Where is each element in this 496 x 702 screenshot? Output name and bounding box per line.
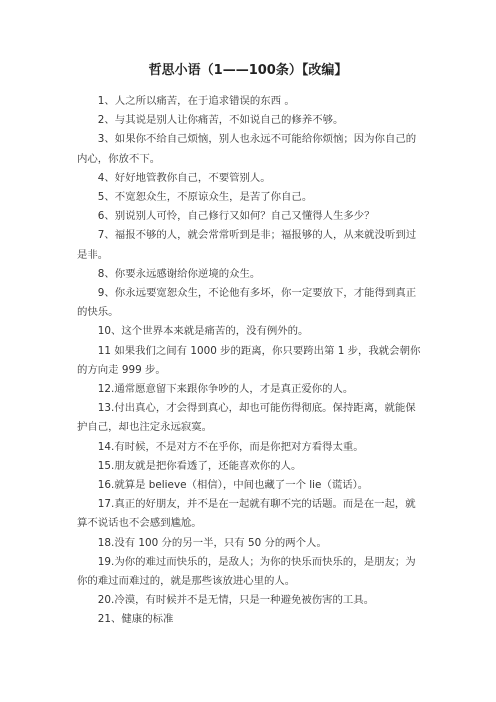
paragraph: 21、健康的标准 bbox=[97, 613, 174, 626]
paragraph: 16.就算是 believe（相信），中间也藏了一个 lie（谎话）。 bbox=[97, 479, 369, 492]
paragraph: 8、你要永远感谢给你逆境的众生。 bbox=[97, 267, 261, 280]
paragraph: 11 如果我们之间有 1000 步的距离，你只要跨出第 1 步，我就会朝你的方向走 999 步。 bbox=[77, 344, 421, 376]
paragraph: 17.真正的好朋友，并不是在一起就有聊不完的话题。而是在一起，就算不说话也不会感到尴尬。 bbox=[77, 498, 416, 530]
paragraph: 19.为你的难过而快乐的，是敌人；为你的快乐而快乐的，是朋友；为你的难过而难过的，就是那些该放进心里的人。 bbox=[77, 555, 416, 588]
paragraph: 2、与其说是别人让你痛苦，不如说自己的修养不够。 bbox=[97, 114, 344, 127]
paragraph: 1、人之所以痛苦，在于追求错误的东西 。 bbox=[97, 95, 295, 107]
paragraph: 6、别说别人可怜，自己修行又如何？自己又懂得人生多少？ bbox=[97, 210, 375, 223]
paragraph: 4、好好地管教你自己，不要管别人。 bbox=[97, 171, 271, 184]
paragraph: 12.通常愿意留下来跟你争吵的人，才是真正爱你的人。 bbox=[97, 383, 354, 396]
document-body bbox=[77, 92, 425, 630]
document-title: 哲思小语（1——100条）【改编】 bbox=[148, 63, 348, 78]
paragraph: 9、你永远要宽恕众生，不论他有多坏，你一定要放下，才能得到真正的快乐。 bbox=[77, 287, 417, 319]
paragraph: 10、这个世界本来就是痛苦的，没有例外的。 bbox=[97, 325, 309, 338]
paragraph: 5、不宽恕众生，不原谅众生，是苦了你自己。 bbox=[97, 191, 313, 204]
paragraph: 7、福报不够的人，就会常常听到是非；福报够的人，从来就没听到过是非。 bbox=[77, 229, 417, 261]
paragraph: 15.朋友就是把你看透了，还能喜欢你的人。 bbox=[97, 459, 302, 472]
paragraph: 14.有时候，不是对方不在乎你，而是你把对方看得太重。 bbox=[97, 440, 364, 453]
paragraph: 13.付出真心，才会得到真心，却也可能伤得彻底。保持距离，就能保护自己，却也注定永远寂寞。 bbox=[77, 402, 416, 434]
paragraph: 20.冷漠，有时候并不是无情，只是一种避免被伤害的工具。 bbox=[97, 594, 375, 607]
paragraph: 18.没有 100 分的另一半，只有 50 分的两个人。 bbox=[97, 536, 327, 549]
paragraph: 3、如果你不给自己烦恼，别人也永远不可能给你烦恼；因为你自己的内心，你放不下。 bbox=[77, 133, 417, 165]
